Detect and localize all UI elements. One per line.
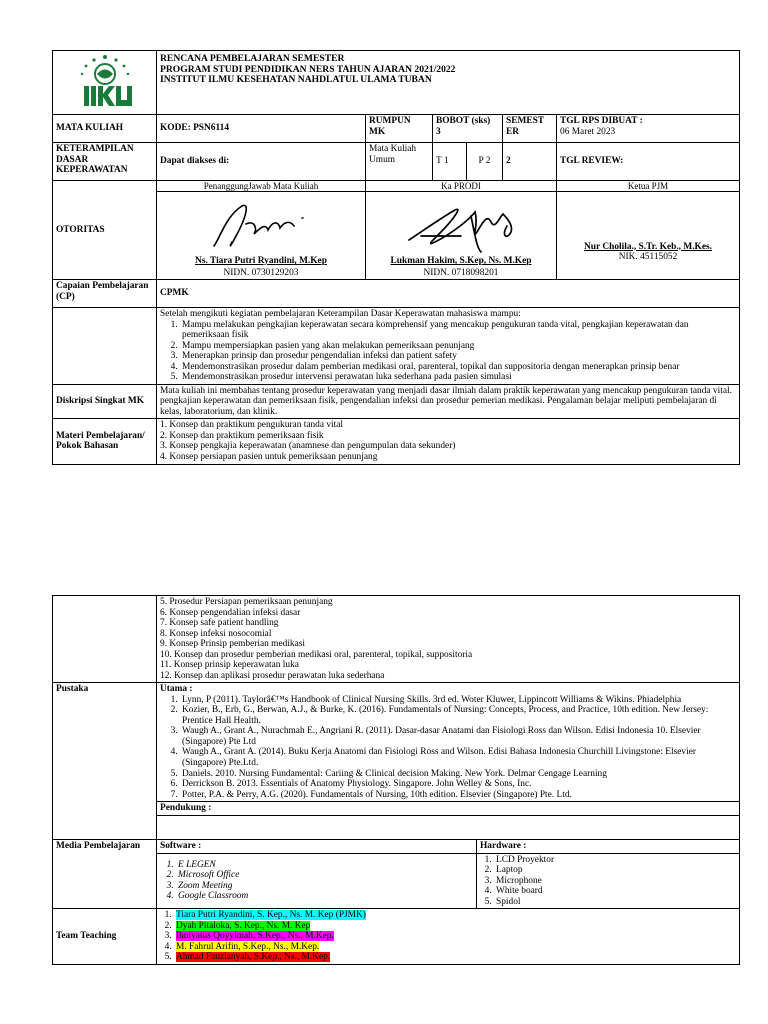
team-member	[174, 942, 736, 953]
pustaka-utama	[157, 683, 740, 802]
team-list-cell	[157, 909, 740, 965]
materi-item: 2. Konsep dan praktikum pemeriksaan fisik	[160, 430, 324, 441]
pustaka-label: Pustaka	[53, 683, 157, 839]
rumpun-label: RUMPUN MK	[366, 115, 433, 143]
signer-3-nik: NIK. 45115052	[618, 252, 678, 263]
pj-mk-heading: PenanggungJawab Mata Kuliah	[157, 181, 366, 192]
software-item: 2. Microsoft Office	[176, 870, 473, 881]
tgl-rps-cell	[557, 115, 740, 143]
materi-cont-empty	[53, 596, 157, 683]
pustaka-list	[160, 695, 736, 800]
sks-praktik: P 2	[467, 143, 503, 181]
software-item: 1. E LEGEN	[176, 860, 473, 871]
materi-label: Materi Pembelajaran/ Pokok Bahasan	[53, 419, 157, 464]
institution-logo	[74, 53, 136, 109]
materi-item: 12. Konsep dan aplikasi prosedur perawatan luka sederhana	[160, 670, 385, 681]
signature-cell-2	[366, 192, 557, 268]
team-list	[160, 910, 736, 963]
pustaka-item: 4. Waugh A., Grant A. (2014). Buku Kerja Anatomi dan Fisiologi Ross and Wilson. Edisi Bahasa Indonesia Churchill Livingstone: Elsevier (Singapore) Pte.Ltd.	[180, 747, 736, 768]
signature-2-image	[391, 196, 531, 256]
tgl-review-label: TGL REVIEW:	[557, 143, 740, 181]
pustaka-item: 3. Waugh A., Grant A., Nurachmah E., Angriani R. (2011). Dasar-dasar Anatami dan Fisiologi Ross dan Wilson. Edisi Indonesia 10. Elsevier (Singapore) Pte Ltd	[180, 726, 736, 747]
bobot-value: 3	[436, 126, 441, 137]
ketua-pjm-heading: Ketua PJM	[557, 181, 740, 192]
hardware-item: 2. Laptop	[494, 865, 736, 876]
team-member-name: Dyah Pitaloka, S. Kep., Ns. M. Kep	[176, 920, 311, 931]
software-list	[160, 860, 473, 902]
cp-item: 1. Mampu melakukan pengkajian keperawatan secara komprehensif yang mencakup pengukuran tanda vital, pengkajian keperawatan dan pemeriksaan fisik	[180, 320, 736, 341]
hardware-item: 4. White board	[494, 886, 736, 897]
team-member-name: M. Fahrul Arifin, S.Kep., Ns., M.Kep.	[176, 941, 320, 952]
materi-item: 1. Konsep dan praktikum pengukuran tanda vital	[160, 420, 344, 431]
pustaka-item: 6. Derrickson B. 2013. Essentials of Anatomy Physiology. Singapore. John Welley & Sons, Inc.	[180, 779, 736, 790]
pustaka-item: 1. Lynn, P (2011). Taylorâ€™s Handbook of Clinical Nursing Skills. 3rd ed. Woter Kluwer, Lippincott Williams & Wikins. Phiadelphia	[180, 695, 736, 706]
document-header	[157, 51, 740, 115]
pustaka-item: 2. Kozier, B., Erb, G., Berwan, A.J., & Burke, K. (2016). Fundamentals of Nursing: Concepts, Process, and Practice, 10th edition. New Jersey: Prentice Hall Health.	[180, 705, 736, 726]
signer-1-nidn: NIDN. 0730129203	[157, 268, 366, 280]
cp-list	[160, 320, 736, 383]
hardware-list	[480, 855, 736, 908]
materi-item: 10. Konsep dan prosedur pemberian medikasi oral, parenteral, topikal, suppositoria	[160, 649, 473, 660]
otoritas-label: OTORITAS	[53, 181, 157, 280]
mata-kuliah-label: MATA KULIAH	[53, 115, 157, 143]
tgl-rps-label: TGL RPS DIBUAT :	[560, 116, 643, 126]
signature-1-image	[206, 198, 316, 256]
signer-2-name: Lukman Hakim, S.Kep, Ns. M.Kep	[390, 256, 532, 267]
pustaka-item: 7. Potter, P.A. & Perry, A.G. (2020). Fundamentals of Nursing, 10th edition. Elsevier (Singapore) Pte. Ltd.	[180, 790, 736, 801]
bobot-label: BOBOT (sks)	[436, 116, 491, 126]
hardware-label: Hardware :	[477, 839, 740, 853]
materi-content	[157, 419, 740, 464]
materi-item: 5. Prosedur Persiapan pemeriksaan penunjang	[160, 597, 333, 607]
course-code: KODE: PSN6114	[157, 115, 366, 143]
course-name: KETERAMPILAN DASAR KEPERAWATAN	[53, 143, 157, 181]
rps-table-bottom	[52, 595, 740, 965]
cp-item: 2. Mampu mempersiapkan pasien yang akan melakukan pemeriksaan penunjang	[180, 341, 736, 352]
hardware-item: 3. Microphone	[494, 876, 736, 887]
deskripsi-label: Diskripsi Singkat MK	[53, 384, 157, 419]
pustaka-item: 5. Daniels. 2010. Nursing Fundamental: Cariing & Clinical decision Making. New York. Delmar Cengage Learning	[180, 769, 736, 780]
cp-item: 3. Menerapkan prinsip dan prosedur pengendalian infeksi dan patient safety	[180, 351, 736, 362]
hardware-item: 5. Spidol	[494, 897, 736, 908]
software-label: Software :	[157, 839, 477, 853]
software-list-cell	[157, 853, 477, 909]
materi-item: 6. Konsep pengendalian infeksi dasar	[160, 607, 301, 618]
cp-item: 4. Mendemonstrasikan prosedur dalam pemberian medikasi oral, parenteral, topikal dan suppositoria dengan menerapkan prinsip benar	[180, 362, 736, 373]
ka-prodi-heading: Ka PRODI	[366, 181, 557, 192]
materi-item: 9. Konsep Prinsip pemberian medikasi	[160, 639, 306, 650]
materi-content-cont	[157, 596, 740, 683]
pustaka-pendukung-content	[157, 815, 740, 839]
hardware-list-cell	[477, 853, 740, 909]
team-member	[174, 931, 736, 942]
signature-cell-1	[157, 192, 366, 268]
akses-label: Dapat diakses di:	[157, 143, 366, 181]
cp-label: Capaian Pembelajaran (CP)	[53, 280, 157, 308]
materi-item: 8. Konsep infeksi nosocomial	[160, 628, 272, 639]
cpmk-label: CPMK	[157, 280, 740, 308]
signature-cell-3-bottom	[557, 268, 740, 280]
team-member	[174, 921, 736, 932]
rps-table-top	[52, 50, 740, 465]
header-institution: INSTITUT ILMU KESEHATAN NAHDLATUL ULAMA TUBAN	[160, 74, 432, 86]
team-member	[174, 952, 736, 963]
team-member-name: Tiara Putri Ryandini, S. Kep., Ns. M. Kep (PJMK)	[176, 910, 366, 921]
logo-cell	[53, 51, 157, 115]
cp-intro: Setelah mengikuti kegiatan pembelajaran Keterampilan Dasar Keperawatan mahasiswa mampu:	[160, 309, 521, 320]
pustaka-utama-label: Utama :	[160, 684, 193, 695]
materi-item: 4. Konsep persiapan pasien untuk pemeriksaan penunjang	[160, 451, 378, 462]
software-item: 4. Google Classroom	[176, 891, 473, 902]
materi-item: 3. Konsep pengkajia keperawatan (anamnese dan pengumpulan data sekunder)	[160, 441, 456, 452]
media-label: Media Pembelajaran	[53, 839, 157, 909]
team-member-name: Ihniyatus Qoyyimah, S.Kep., Ns., M.Kep.	[176, 931, 334, 942]
sks-teori: T 1	[433, 143, 467, 181]
materi-item: 11. Konsep prinsip keperawatan luka	[160, 660, 299, 671]
rumpun-value: Mata Kuliah Umum	[366, 143, 433, 181]
team-member	[174, 910, 736, 921]
pustaka-pendukung-label: Pendukung :	[157, 802, 740, 816]
header-title: RENCANA PEMBELAJARAN SEMESTER	[160, 53, 345, 64]
bobot-cell	[433, 115, 503, 143]
semester-value: 2	[503, 143, 557, 181]
software-item: 3. Zoom Meeting	[176, 881, 473, 892]
team-teaching-label: Team Teaching	[53, 909, 157, 965]
cp-item: 5. Mendemonstrasikan prosedur intervensi perawatan luka sederhana pada pasien simulasi	[180, 372, 736, 383]
signature-cell-3	[557, 192, 740, 268]
tgl-rps-value: 06 Maret 2023	[560, 126, 616, 137]
signer-1-name: Ns. Tiara Putri Ryandini, M.Kep	[195, 256, 327, 267]
semester-label: SEMEST ER	[503, 115, 557, 143]
deskripsi-text: Mata kuliah ini membahas tentang prosedur keperawatan yang menjadi dasar ilmiah dalam praktik keperawatan yang mencakup pengukuran tanda vital. pengkajian keperawatan dan pemeriksaan fisik, pengendalian infeksi dan prosedur pemerian medikasi. Pengalaman belajar meliputi pembelajaran di kelas, laboratorium, dan klinik.	[157, 384, 740, 419]
cp-content	[157, 308, 740, 385]
materi-item: 7. Konsep safe patient handling	[160, 618, 279, 629]
hardware-item: 1. LCD Proyektor	[494, 855, 736, 866]
team-member-name: Ahmad Fauzianyah, S.Kep., Ns., M.Kep.	[176, 952, 331, 963]
cp-empty-cell	[53, 308, 157, 385]
signer-2-nidn: NIDN. 0718098201	[366, 268, 557, 280]
signer-3-name: Nur Cholila., S.Tr. Keb., M.Kes.	[584, 241, 712, 252]
header-program: PROGRAM STUDI PENDIDIKAN NERS TAHUN AJARAN 2021/2022	[160, 63, 456, 75]
